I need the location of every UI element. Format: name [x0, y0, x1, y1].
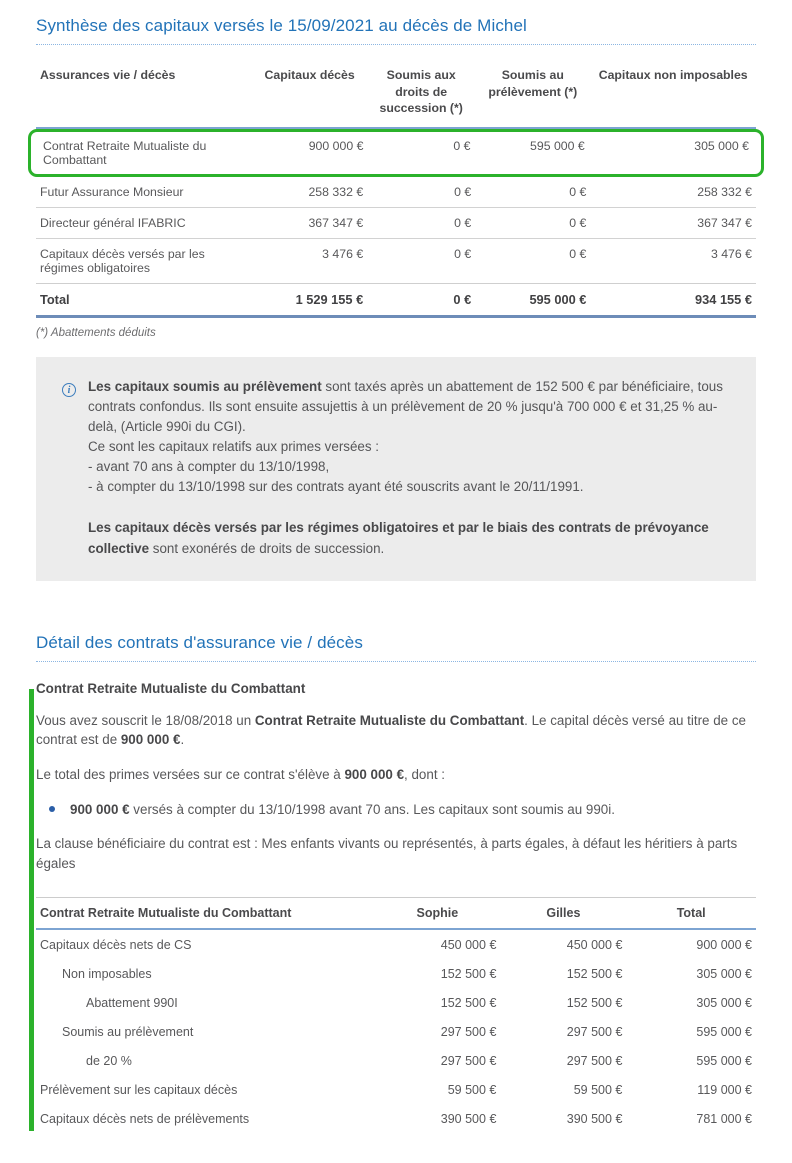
cell-value: 59 500 € [573, 1083, 623, 1098]
cell-value: 297 500 € [440, 1025, 497, 1040]
contract-name-bold: Contrat Retraite Mutualiste du Combattant [254, 712, 525, 728]
column-header: Soumis aux droits de succession (*) [379, 68, 463, 116]
table-row [36, 959, 756, 988]
table-row [36, 208, 756, 239]
cell-value: 152 500 € [440, 996, 497, 1011]
table-row [36, 930, 756, 959]
detail-section [36, 633, 756, 1134]
info-line: - avant 70 ans à compter du 13/10/1998, [88, 459, 330, 475]
table-row [36, 177, 756, 208]
amount-bold: 900 000 € [120, 732, 181, 748]
info-line: Ce sont les capitaux relatifs aux primes versées : [88, 439, 379, 455]
info-circle-icon: i [62, 383, 76, 397]
info-box-text [88, 377, 730, 559]
total-row [36, 283, 756, 318]
cell-value: 367 347 € [697, 215, 752, 230]
cell-value: 152 500 € [566, 967, 623, 982]
cell-value: 900 000 € [308, 138, 364, 153]
text-run: versés à compter du 13/10/1998 avant 70 ans. Les capitaux sont soumis au 990i. [129, 801, 615, 817]
column-header: Capitaux non imposables [598, 68, 748, 82]
row-label: Capitaux décès nets de prélèvements [40, 1112, 250, 1127]
table-row [36, 239, 756, 283]
cell-value: 0 € [454, 184, 472, 199]
info-paragraph [88, 377, 730, 437]
cell-value: 152 500 € [566, 996, 623, 1011]
bullet-item [49, 800, 756, 819]
text-run: Vous avez souscrit le 18/08/2018 un [36, 712, 255, 728]
row-label: de 20 % [86, 1054, 132, 1069]
summary-table-header [36, 65, 756, 129]
cell-value: 3 476 € [710, 246, 752, 261]
row-label: Futur Assurance Monsieur [40, 184, 184, 199]
column-header: Contrat Retraite Mutualiste du Combattant [40, 906, 292, 921]
amount-bold: 900 000 € [344, 766, 405, 782]
bullet-dot-icon [49, 806, 55, 812]
total-value: 934 155 € [695, 291, 752, 307]
table-row [36, 1046, 756, 1075]
cell-value: 595 000 € [530, 138, 585, 153]
cell-value: 450 000 € [440, 938, 497, 953]
cell-value: 595 000 € [696, 1025, 752, 1040]
info-bold-lead: Les capitaux décès versés par les régimes obligatoires et par le biais des contrats de prévoyance collective [88, 520, 709, 556]
cell-value: 3 476 € [322, 246, 364, 261]
contract-heading: Contrat Retraite Mutualiste du Combattant [36, 680, 306, 696]
info-icon-column [62, 377, 88, 559]
text-run: Le total des primes versées sur ce contrat s'élève à [36, 766, 345, 782]
info-line: - à compter du 13/10/1998 sur des contrats ayant été souscrits avant le 20/11/1991. [88, 479, 584, 495]
cell-value: 258 332 € [308, 184, 364, 199]
cell-value: 305 000 € [696, 967, 752, 982]
bullet-text [70, 800, 615, 819]
text-run: . Le capital décès versé au titre de ce contrat est de [36, 712, 746, 748]
cell-value: 0 € [454, 246, 472, 261]
cell-value: 297 500 € [566, 1025, 623, 1040]
total-value: 0 € [453, 291, 472, 307]
text-run: , dont : [404, 766, 445, 782]
cell-value: 900 000 € [696, 938, 752, 953]
cell-value: 0 € [569, 215, 587, 230]
cell-value: 390 500 € [566, 1112, 623, 1127]
cell-value: 0 € [569, 246, 587, 261]
column-header: Soumis au prélèvement (*) [488, 68, 578, 99]
paragraph-clause: La clause bénéficiaire du contrat est : Mes enfants vivants ou représentés, à parts égales, à défaut les héritiers à parts égales [36, 836, 738, 871]
cell-value: 59 500 € [447, 1083, 497, 1098]
column-header: Assurances vie / décès [40, 68, 176, 82]
table-row [36, 1104, 756, 1133]
cell-value: 450 000 € [566, 938, 623, 953]
info-text-run: sont exonérés de droits de succession. [149, 540, 385, 556]
text-run: . [180, 732, 185, 748]
highlighted-table-row [28, 129, 764, 177]
cell-value: 367 347 € [308, 215, 364, 230]
cell-value: 595 000 € [696, 1054, 752, 1069]
table-row [36, 1017, 756, 1046]
beneficiary-table-header [36, 897, 756, 930]
info-bold-lead: Les capitaux soumis au prélèvement [88, 378, 322, 394]
total-value: 595 000 € [529, 291, 587, 307]
row-label: Abattement 990I [86, 996, 178, 1011]
beneficiary-table [36, 897, 756, 1133]
row-label: Contrat Retraite Mutualiste du Combattant [43, 138, 207, 167]
row-label: Soumis au prélèvement [62, 1025, 194, 1040]
cell-value: 119 000 € [697, 1083, 752, 1098]
summary-table [36, 65, 756, 318]
detail-section-title: Détail des contrats d'assurance vie / décès [36, 633, 756, 662]
info-paragraph [88, 518, 730, 558]
column-header: Capitaux décès [264, 68, 355, 82]
total-label: Total [40, 291, 70, 307]
cell-value: 297 500 € [440, 1054, 497, 1069]
row-label: Non imposables [62, 967, 152, 982]
green-accent-bar [29, 689, 34, 1132]
table-row [36, 1075, 756, 1104]
column-header: Total [676, 906, 706, 921]
row-label: Directeur général IFABRIC [40, 215, 186, 230]
synthese-section-title: Synthèse des capitaux versés le 15/09/2021 au décès de Michel [36, 16, 756, 45]
cell-value: 390 500 € [440, 1112, 497, 1127]
cell-value: 297 500 € [566, 1054, 623, 1069]
cell-value: 0 € [454, 215, 472, 230]
cell-value: 0 € [569, 184, 587, 199]
info-text-run: sont taxés après un abattement de 152 500 € par bénéficiaire, tous contrats confondus. Ils sont ensuite assujettis à un prélèvement de 20 % jusqu'à 700 000 € et 31,25 % au-delà, (Article 990i du CGI). [88, 378, 723, 434]
table-footnote: (*) Abattements déduits [36, 326, 156, 339]
column-header: Sophie [416, 906, 459, 921]
cell-value: 0 € [453, 138, 471, 153]
row-label: Prélèvement sur les capitaux décès [40, 1083, 238, 1098]
cell-value: 305 000 € [694, 138, 749, 153]
paragraph-souscription [36, 711, 756, 750]
info-box [36, 357, 756, 581]
column-header: Gilles [546, 906, 581, 921]
spacer [88, 497, 730, 518]
row-label: Capitaux décès versés par les régimes obligatoires [40, 246, 205, 275]
total-value: 1 529 155 € [295, 291, 364, 307]
row-label: Capitaux décès nets de CS [40, 938, 192, 953]
table-row [36, 988, 756, 1017]
cell-value: 781 000 € [696, 1112, 752, 1127]
contract-detail-block [36, 681, 756, 1134]
cell-value: 305 000 € [696, 996, 752, 1011]
amount-bold: 900 000 € [70, 801, 130, 817]
paragraph-primes [36, 765, 756, 784]
cell-value: 258 332 € [697, 184, 752, 199]
cell-value: 152 500 € [440, 967, 497, 982]
